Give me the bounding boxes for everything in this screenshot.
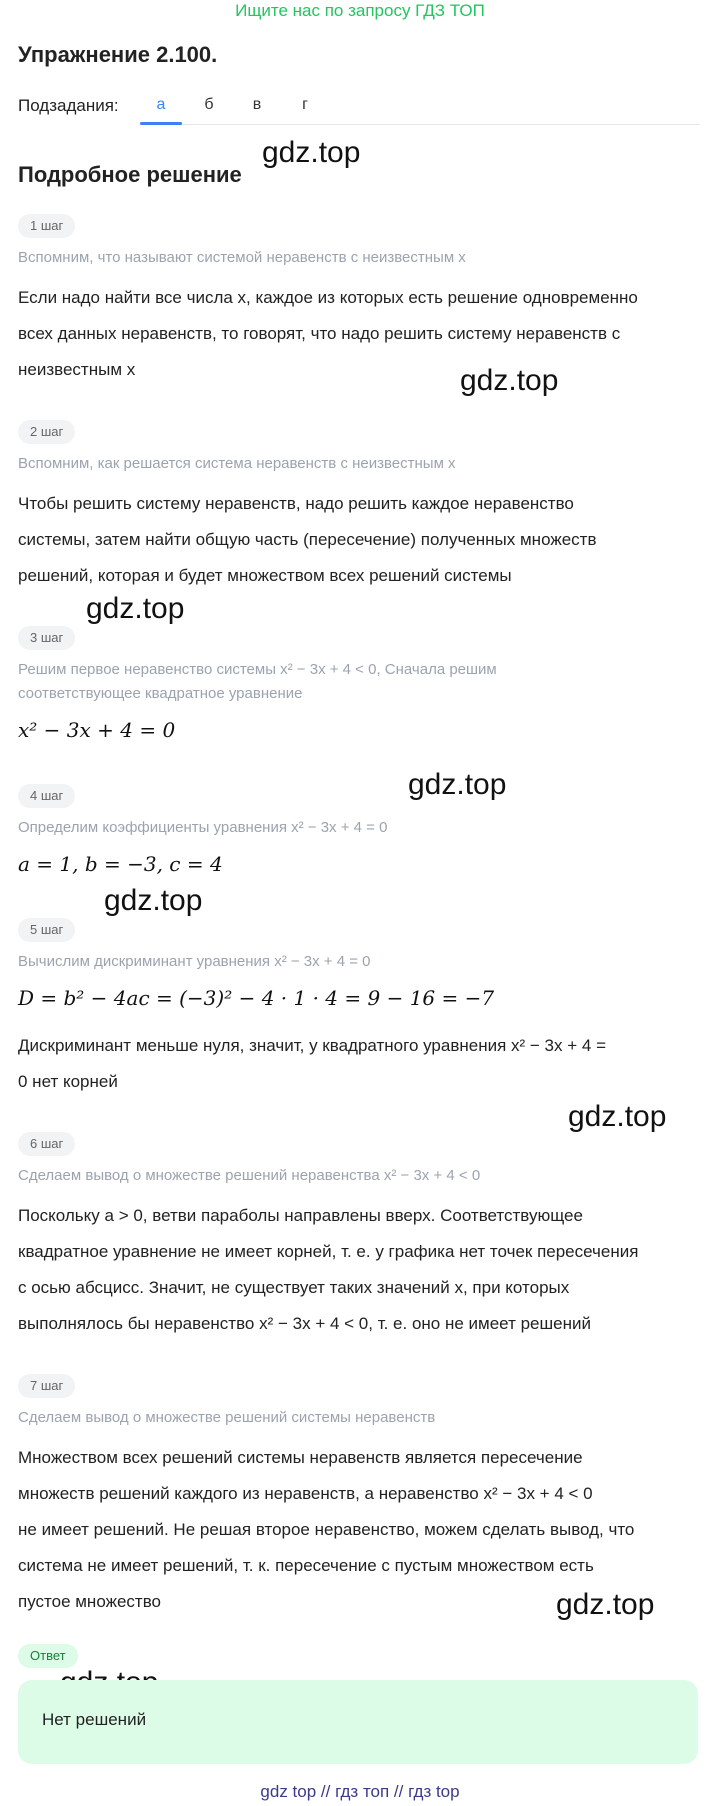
body-line: выполнялось бы неравенство x² − 3x + 4 < 0, т. е. оно не имеет решений — [18, 1314, 591, 1333]
watermark: gdz.top — [262, 136, 361, 169]
body-line: Если надо найти все числа x, каждое из которых есть решение одновременно — [18, 288, 638, 307]
tabs-divider — [140, 124, 700, 125]
subtasks-label: Подзадания: — [18, 96, 119, 115]
watermark: gdz.top — [86, 592, 185, 625]
discriminant: D = b² − 4ac = (−3)² − 4 · 1 · 4 = 9 − 16 = −7 — [18, 986, 495, 1010]
active-tab-indicator — [140, 122, 182, 125]
step-hint: Сделаем вывод о множестве решений неравенства x² − 3x + 4 < 0 — [18, 1167, 481, 1184]
body-line: решений, которая и будет множеством всех решений системы — [18, 566, 512, 585]
section-title: Подробное решение — [18, 162, 242, 187]
search-banner: Ищите нас по запросу ГДЗ ТОП — [235, 1, 485, 20]
body-line: 0 нет корней — [18, 1072, 118, 1091]
step-hint — [18, 658, 698, 706]
body-line: Поскольку a > 0, ветви параболы направлены вверх. Соответствующее — [18, 1206, 583, 1225]
step-badge: 4 шаг — [18, 784, 75, 808]
step-body — [18, 486, 702, 594]
step-body — [18, 1028, 702, 1100]
step-badge: 1 шаг — [18, 214, 75, 238]
watermark: gdz.top — [104, 884, 203, 917]
step-body — [18, 280, 702, 388]
watermark: gdz.top — [408, 768, 507, 801]
watermark: gdz.top — [568, 1100, 667, 1133]
body-line: квадратное уравнение не имеет корней, т. е. у графика нет точек пересечения — [18, 1242, 639, 1261]
body-line: всех данных неравенств, то говорят, что надо решить систему неравенств с — [18, 324, 621, 343]
body-line: система не имеет решений, т. к. пересечение с пустым множеством есть — [18, 1556, 594, 1575]
hint-line: соответствующее квадратное уравнение — [18, 685, 303, 702]
step-badge: 7 шаг — [18, 1374, 75, 1398]
body-line: не имеет решений. Не решая второе неравенство, можем сделать вывод, что — [18, 1520, 635, 1539]
tab-a[interactable]: а — [156, 96, 166, 113]
body-line: с осью абсцисс. Значит, не существует таких значений x, при которых — [18, 1278, 570, 1297]
footer-links[interactable]: gdz top // гдз топ // гдз top — [260, 1782, 460, 1801]
body-line: неизвестным x — [18, 360, 136, 379]
tab-v[interactable]: в — [252, 96, 262, 113]
step-badge: 3 шаг — [18, 626, 75, 650]
watermark: gdz.top — [460, 364, 559, 397]
step-badge: 5 шаг — [18, 918, 75, 942]
step-badge: 6 шаг — [18, 1132, 75, 1156]
answer-badge: Ответ — [18, 1644, 78, 1668]
step-hint: Вспомним, что называют системой неравенств с неизвестным x — [18, 249, 466, 266]
page-title: Упражнение 2.100. — [18, 42, 218, 67]
hint-line: Решим первое неравенство системы x² − 3x + 4 < 0, Сначала решим — [18, 661, 497, 678]
body-line: Чтобы решить систему неравенств, надо решить каждое неравенство — [18, 494, 574, 513]
step-body — [18, 1198, 702, 1342]
body-line: системы, затем найти общую часть (пересечение) полученных множеств — [18, 530, 597, 549]
step-hint: Вспомним, как решается система неравенств с неизвестным x — [18, 455, 456, 472]
body-line: Дискриминант меньше нуля, значит, у квадратного уравнения x² − 3x + 4 = — [18, 1036, 606, 1055]
body-line: пустое множество — [18, 1592, 161, 1611]
answer-text: Нет решений — [42, 1710, 147, 1729]
step-badge: 2 шаг — [18, 420, 75, 444]
step-body — [18, 1440, 702, 1620]
tab-g[interactable]: г — [302, 96, 308, 113]
equation: x² − 3x + 4 = 0 — [18, 718, 176, 742]
tab-b[interactable]: б — [204, 96, 214, 113]
body-line: Множеством всех решений системы неравенств является пересечение — [18, 1448, 583, 1467]
step-hint: Вычислим дискриминант уравнения x² − 3x + 4 = 0 — [18, 953, 371, 970]
step-hint: Сделаем вывод о множестве решений системы неравенств — [18, 1409, 436, 1426]
step-hint: Определим коэффициенты уравнения x² − 3x + 4 = 0 — [18, 819, 388, 836]
body-line: множеств решений каждого из неравенств, а неравенство x² − 3x + 4 < 0 — [18, 1484, 593, 1503]
coefficients: a = 1, b = −3, c = 4 — [18, 852, 223, 876]
watermark: gdz.top — [556, 1588, 655, 1621]
